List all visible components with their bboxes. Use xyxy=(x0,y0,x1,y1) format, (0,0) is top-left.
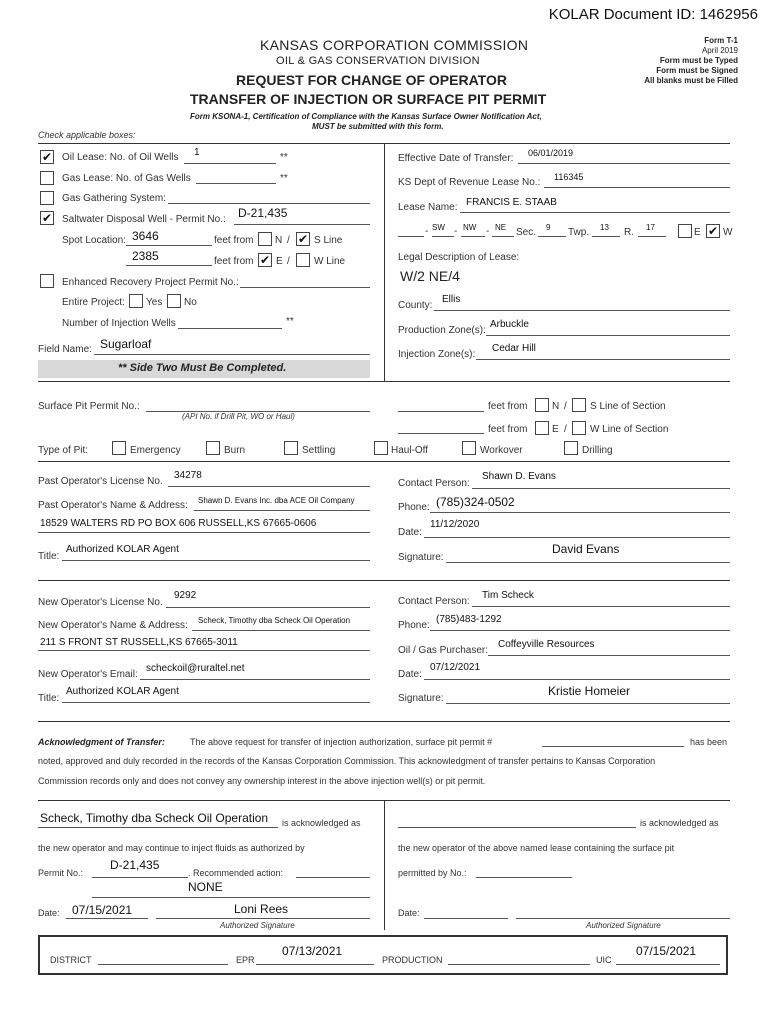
gas-lease-checkbox[interactable] xyxy=(40,171,54,185)
north-label: N xyxy=(275,235,283,246)
dash: - xyxy=(486,226,490,237)
no-checkbox[interactable] xyxy=(167,294,181,308)
gas-lease-label: Gas Lease: No. of Gas Wells xyxy=(62,173,191,184)
county-label: County: xyxy=(398,300,433,311)
new-contact-label: Contact Person: xyxy=(398,596,470,607)
slash: / xyxy=(564,401,567,412)
county-line xyxy=(434,310,730,311)
sec-line xyxy=(538,236,566,237)
pit-type-label: Type of Pit: xyxy=(38,445,89,456)
effective-date-value[interactable]: 06/01/2019 xyxy=(528,148,574,158)
new-phone-label: Phone: xyxy=(398,620,430,631)
past-date-line xyxy=(424,537,730,538)
swd-permit-value[interactable]: D-21,435 xyxy=(238,206,288,220)
injection-zone-value[interactable]: Cedar Hill xyxy=(492,343,536,354)
pit-type-hauloff-checkbox[interactable] xyxy=(374,441,388,455)
new-address-value[interactable]: 211 S FRONT ST RUSSELL,KS 67665-3011 xyxy=(40,637,238,648)
past-title-value[interactable]: Authorized KOLAR Agent xyxy=(66,544,179,555)
yes-label: Yes xyxy=(146,297,163,308)
q3-line xyxy=(461,236,485,237)
star-oil: ** xyxy=(280,152,288,163)
pit-type-burn: Burn xyxy=(224,445,246,456)
form-note-typed: Form must be Typed xyxy=(659,56,738,65)
past-signature-label: Signature: xyxy=(398,552,444,563)
form-number: Form T-1 xyxy=(704,36,738,45)
west-line-label: W Line xyxy=(314,256,346,267)
pit-east-checkbox[interactable] xyxy=(535,421,549,435)
past-date-value[interactable]: 11/12/2020 xyxy=(430,519,480,530)
new-signature-label: Signature: xyxy=(398,693,444,704)
oil-lease-label: Oil Lease: No. of Oil Wells xyxy=(62,152,179,163)
pit-south-label: S Line of Section xyxy=(590,401,666,412)
pit-ns-feet-from: feet from xyxy=(488,401,528,412)
section-divider xyxy=(38,580,730,581)
eor-line xyxy=(240,287,370,288)
uic-date[interactable]: 07/15/2021 xyxy=(636,944,697,958)
past-name-label: Past Operator's Name & Address: xyxy=(38,500,188,511)
legal-desc-value[interactable]: W/2 NE/4 xyxy=(400,268,460,284)
purchaser-line xyxy=(488,655,730,656)
range-west-checkbox[interactable]: ✔ xyxy=(707,224,719,238)
new-name-line xyxy=(192,630,370,631)
pit-ew-line xyxy=(398,433,484,434)
division-name: OIL & GAS CONSERVATION DIVISION xyxy=(276,55,480,67)
range-west-label: W xyxy=(723,227,733,238)
eor-label: Enhanced Recovery Project Permit No.: xyxy=(62,277,239,288)
past-signature-line xyxy=(446,562,730,563)
ksdept-line xyxy=(544,187,730,188)
star-gas: ** xyxy=(280,173,288,184)
epr-label: EPR xyxy=(236,955,255,965)
ack-line-1: The above request for transfer of injection authorization, surface pit permit # xyxy=(190,737,493,747)
past-license-line xyxy=(168,486,370,487)
yes-checkbox[interactable] xyxy=(129,294,143,308)
oil-wells-line xyxy=(184,163,276,164)
ack-line-3: Commission records only and does not convey any ownership interest in the above injection well(s) or pit permit. xyxy=(38,776,486,786)
oil-wells-value[interactable]: 1 xyxy=(194,147,200,158)
injection-wells-label: Number of Injection Wells xyxy=(62,318,176,329)
document-id: KOLAR Document ID: 1462956 xyxy=(548,6,758,23)
uic-label: UIC xyxy=(596,955,612,965)
past-date-label: Date: xyxy=(398,527,422,538)
past-contact-value[interactable]: Shawn D. Evans xyxy=(482,471,556,482)
slash: / xyxy=(287,235,290,246)
q2-line xyxy=(432,236,454,237)
entire-project-label: Entire Project: xyxy=(62,297,125,308)
new-address-line xyxy=(38,650,370,651)
form-date: April 2019 xyxy=(701,46,738,55)
ack-right-name-line xyxy=(398,827,636,828)
south-line-label: S Line xyxy=(314,235,343,246)
pit-type-settling-checkbox[interactable] xyxy=(284,441,298,455)
form-title-2: TRANSFER OF INJECTION OR SURFACE PIT PERMIT xyxy=(190,91,547,107)
spot-ew-value[interactable]: 2385 xyxy=(132,249,159,263)
ack-auth-name[interactable]: Loni Rees xyxy=(234,902,289,916)
new-email-label: New Operator's Email: xyxy=(38,669,138,680)
new-name-label: New Operator's Name & Address: xyxy=(38,620,188,631)
west-checkbox[interactable] xyxy=(296,253,310,267)
slash: / xyxy=(287,256,290,267)
range-label: R. xyxy=(624,227,634,238)
surface-pit-label: Surface Pit Permit No.: xyxy=(38,401,140,412)
swd-checkbox[interactable]: ✔ xyxy=(41,211,53,225)
pit-type-hauloff: Haul-Off xyxy=(391,445,429,456)
new-email-value[interactable]: scheckoil@ruraltel.net xyxy=(146,663,245,674)
new-title-label: Title: xyxy=(38,693,60,704)
new-license-label: New Operator's License No. xyxy=(38,597,163,608)
past-title-line xyxy=(62,560,370,561)
lease-name-line xyxy=(460,212,730,213)
dash: - xyxy=(454,226,458,237)
check-boxes-label: Check applicable boxes: xyxy=(38,130,136,140)
production-label: PRODUCTION xyxy=(382,955,443,965)
form-note-filled: All blanks must be Filled xyxy=(644,76,738,85)
field-name-value[interactable]: Sugarloaf xyxy=(100,337,152,351)
new-title-value[interactable]: Authorized KOLAR Agent xyxy=(66,686,179,697)
past-address-value[interactable]: 18529 WALTERS RD PO BOX 606 RUSSELL,KS 67665-0606 xyxy=(40,518,317,529)
pit-type-workover-checkbox[interactable] xyxy=(462,441,476,455)
district-label: DISTRICT xyxy=(50,955,92,965)
past-license-label: Past Operator's License No. xyxy=(38,476,163,487)
past-phone-line xyxy=(430,512,730,513)
ksdept-label: KS Dept of Revenue Lease No.: xyxy=(398,177,541,188)
sec-value[interactable]: 9 xyxy=(546,223,551,232)
new-phone-value[interactable]: (785)483-1292 xyxy=(436,614,502,625)
right-date-label: Date: xyxy=(398,908,420,918)
pit-east-label: E xyxy=(552,424,559,435)
county-value[interactable]: Ellis xyxy=(442,294,461,305)
new-name-value[interactable]: Scheck, Timothy dba Scheck Oil Operation xyxy=(198,616,351,625)
past-address-line xyxy=(38,532,370,533)
oil-lease-checkbox[interactable]: ✔ xyxy=(41,150,53,164)
spot-ns-value[interactable]: 3646 xyxy=(132,229,159,243)
q1-line xyxy=(398,236,424,237)
effective-date-label: Effective Date of Transfer: xyxy=(398,153,514,164)
permit-no-value[interactable]: D-21,435 xyxy=(110,858,160,872)
new-contact-value[interactable]: Tim Scheck xyxy=(482,590,534,601)
ack-permit-line xyxy=(542,746,684,747)
new-phone-line xyxy=(430,630,730,631)
field-name-line xyxy=(94,354,370,355)
permit-no-line xyxy=(92,877,188,878)
side-two-text: ** Side Two Must Be Completed. xyxy=(118,362,287,374)
section-divider xyxy=(38,721,730,722)
recommended-label: . Recommended action: xyxy=(188,868,284,878)
range-line xyxy=(638,236,666,237)
section-divider xyxy=(38,381,730,382)
quarter-3[interactable]: NE xyxy=(495,223,507,232)
gas-gathering-label: Gas Gathering System: xyxy=(62,193,166,204)
twp-label: Twp. xyxy=(568,227,590,238)
past-contact-label: Contact Person: xyxy=(398,478,470,489)
new-date-value[interactable]: 07/12/2021 xyxy=(430,662,481,673)
lease-name-label: Lease Name: xyxy=(398,202,458,213)
pit-type-settling: Settling xyxy=(302,445,336,456)
q4-line xyxy=(492,236,514,237)
pit-north-label: N xyxy=(552,401,560,412)
column-divider xyxy=(384,143,385,381)
range-east-checkbox[interactable] xyxy=(678,224,692,238)
epr-date[interactable]: 07/13/2021 xyxy=(282,944,343,958)
past-phone-label: Phone: xyxy=(398,502,430,513)
uic-line xyxy=(616,964,720,965)
gas-wells-line xyxy=(196,183,276,184)
ack-is-acknowledged-right: is acknowledged as xyxy=(640,818,719,828)
pit-type-drilling: Drilling xyxy=(582,445,613,456)
epr-line xyxy=(256,964,374,965)
past-title-label: Title: xyxy=(38,551,60,562)
production-zone-label: Production Zone(s): xyxy=(398,325,486,336)
pit-type-emergency: Emergency xyxy=(130,445,181,456)
pit-type-emergency-checkbox[interactable] xyxy=(112,441,126,455)
quarter-1[interactable]: SW xyxy=(432,223,445,232)
ksdept-value[interactable]: 116345 xyxy=(554,172,584,182)
purchaser-label: Oil / Gas Purchaser: xyxy=(398,645,489,656)
agency-name: KANSAS CORPORATION COMMISSION xyxy=(260,37,529,53)
form-note-signed: Form must be Signed xyxy=(656,66,738,75)
permitted-by-line xyxy=(476,877,572,878)
lease-name-value[interactable]: FRANCIS E. STAAB xyxy=(466,197,557,208)
production-zone-line xyxy=(486,335,730,336)
past-name-value[interactable]: Shawn D. Evans Inc. dba ACE Oil Company xyxy=(198,496,355,505)
recommended-value[interactable]: NONE xyxy=(188,880,223,894)
ksona-note-1: Form KSONA-1, Certification of Compliance with the Kansas Surface Owner Notification Act, xyxy=(190,112,542,121)
new-license-line xyxy=(166,607,370,608)
east-checkbox[interactable]: ✔ xyxy=(259,253,271,267)
ack-line-1-end: has been xyxy=(690,737,728,747)
star-inj: ** xyxy=(286,316,294,327)
form-title-1: REQUEST FOR CHANGE OF OPERATOR xyxy=(236,72,507,88)
ack-is-acknowledged-left: is acknowledged as xyxy=(282,818,361,828)
twp-value[interactable]: 13 xyxy=(600,223,609,232)
range-value[interactable]: 17 xyxy=(646,223,655,232)
right-date-line xyxy=(424,918,508,919)
ack-right-text: the new operator of the above named lease containing the surface pit xyxy=(398,843,675,853)
new-email-line xyxy=(140,679,370,680)
range-east-label: E xyxy=(694,227,701,238)
pit-north-checkbox[interactable] xyxy=(535,398,549,412)
new-contact-line xyxy=(472,606,730,607)
injection-zone-label: Injection Zone(s): xyxy=(398,349,476,360)
right-auth-signature-label: Authorized Signature xyxy=(586,921,661,930)
field-name-label: Field Name: xyxy=(38,344,92,355)
district-line xyxy=(98,964,228,965)
new-title-line xyxy=(62,702,370,703)
swd-permit-line xyxy=(234,224,370,225)
new-date-line xyxy=(424,679,730,680)
purchaser-value[interactable]: Coffeyville Resources xyxy=(498,639,595,650)
east-label: E xyxy=(276,256,283,267)
past-phone-value[interactable]: (785)324-0502 xyxy=(436,495,515,509)
injection-zone-line xyxy=(476,359,730,360)
production-zone-value[interactable]: Arbuckle xyxy=(490,319,529,330)
ack-auth-line xyxy=(156,918,370,919)
new-signature-line xyxy=(446,703,730,704)
production-line xyxy=(448,964,590,965)
ack-auth-signature-label: Authorized Signature xyxy=(220,921,295,930)
legal-desc-label: Legal Description of Lease: xyxy=(398,252,520,263)
pit-ew-feet-from: feet from xyxy=(488,424,528,435)
pit-type-workover: Workover xyxy=(480,445,523,456)
north-checkbox[interactable] xyxy=(258,232,272,246)
pit-south-checkbox[interactable] xyxy=(572,398,586,412)
pit-west-checkbox[interactable] xyxy=(572,421,586,435)
south-checkbox[interactable]: ✔ xyxy=(297,232,309,246)
past-license-value[interactable]: 34278 xyxy=(174,470,202,481)
gas-gathering-line xyxy=(168,203,370,204)
permit-no-label: Permit No.: xyxy=(38,868,84,878)
new-date-label: Date: xyxy=(398,669,422,680)
ack-date-value[interactable]: 07/15/2021 xyxy=(72,903,133,917)
twp-line xyxy=(592,236,620,237)
effective-date-line xyxy=(518,163,730,164)
sec-label: Sec. xyxy=(516,227,537,238)
past-name-line xyxy=(194,510,370,511)
quarter-2[interactable]: NW xyxy=(463,223,477,232)
ack-heading: Acknowledgment of Transfer: xyxy=(38,737,165,747)
dash: - xyxy=(425,226,429,237)
spot-ns-line xyxy=(126,245,212,246)
new-signature-value[interactable]: Kristie Homeier xyxy=(548,684,631,698)
spot-ew-line xyxy=(126,265,212,266)
spot-ew-feet-from: feet from xyxy=(214,256,254,267)
spot-location-label: Spot Location: xyxy=(62,235,126,246)
pit-type-burn-checkbox[interactable] xyxy=(206,441,220,455)
api-note: (API No. if Drill Pit, WO or Haul) xyxy=(182,412,295,421)
pit-type-drilling-checkbox[interactable] xyxy=(564,441,578,455)
recommended-line xyxy=(296,877,370,878)
ack-name-line xyxy=(38,827,278,828)
ack-date-label: Date: xyxy=(38,908,60,918)
pit-west-label: W Line of Section xyxy=(590,424,669,435)
ack-date-line xyxy=(66,918,148,919)
ack-line-2: noted, approved and duly recorded in the records of the Kansas Corporation Commission. This acknowledgment of transfer pertains to Kansas Corporation xyxy=(38,756,656,766)
eor-checkbox[interactable] xyxy=(40,274,54,288)
swd-label: Saltwater Disposal Well - Permit No.: xyxy=(62,214,226,225)
pit-ns-line xyxy=(398,411,484,412)
section-divider xyxy=(38,461,730,462)
past-signature-value[interactable]: David Evans xyxy=(552,542,620,556)
recommended-line-2 xyxy=(92,897,370,898)
ack-column-divider xyxy=(384,800,385,930)
gas-gathering-checkbox[interactable] xyxy=(40,191,54,205)
ack-operator-name[interactable]: Scheck, Timothy dba Scheck Oil Operation xyxy=(40,811,269,825)
past-contact-line xyxy=(472,488,730,489)
ack-left-text: the new operator and may continue to inject fluids as authorized by xyxy=(38,843,305,853)
ksona-note-2: MUST be submitted with this form. xyxy=(312,122,444,131)
new-license-value[interactable]: 9292 xyxy=(174,590,197,601)
injection-wells-line xyxy=(178,328,282,329)
no-label: No xyxy=(184,297,197,308)
permitted-by-label: permitted by No.: xyxy=(398,868,467,878)
right-auth-line xyxy=(516,918,730,919)
spot-ns-feet-from: feet from xyxy=(214,235,254,246)
slash: / xyxy=(564,424,567,435)
